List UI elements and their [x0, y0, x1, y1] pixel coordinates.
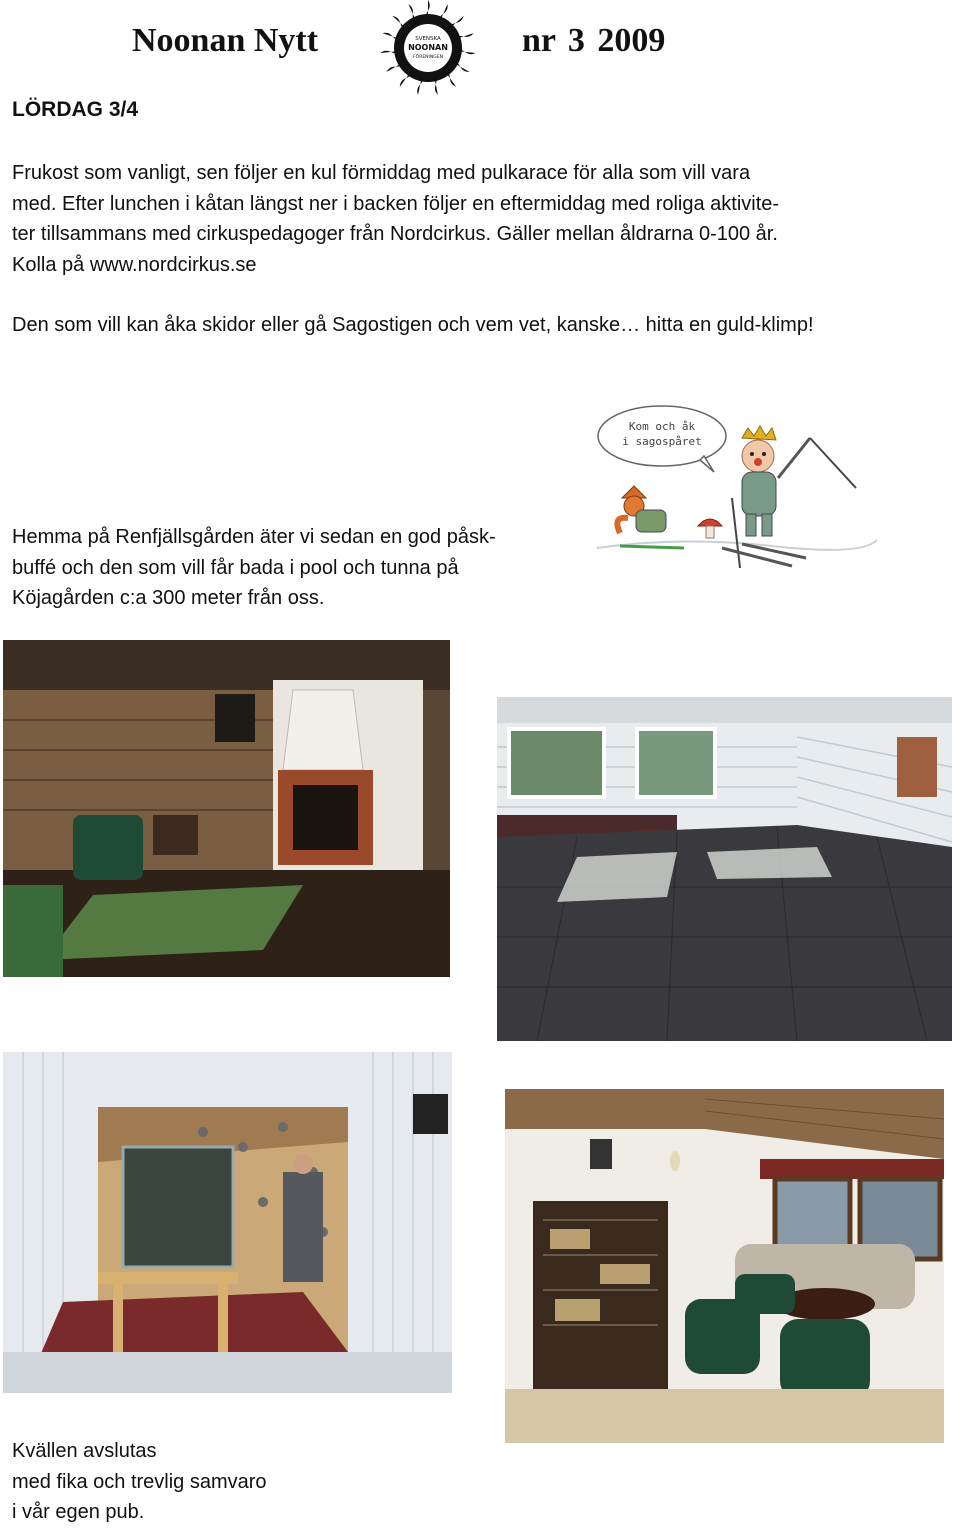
paragraph-line: ter tillsammans med cirkuspedagoger från Nordcirkus. Gäller mellan åldrarna 0-100 år.	[12, 223, 778, 245]
paragraph-line: med fika och trevlig samvaro	[12, 1470, 267, 1493]
newsletter-title: Noonan Nytt	[132, 22, 319, 59]
paragraph-skiing: Den som vill kan åka skidor eller gå Sagostigen och vem vet, kanske… hitta en guld-klimp!	[12, 314, 814, 336]
fox-figure	[617, 486, 684, 548]
photo-climbing-room	[3, 1052, 452, 1393]
paragraph-evening	[12, 1436, 412, 1528]
photo-fireplace-room	[3, 640, 450, 977]
paragraph-line: med. Efter lunchen i kåtan längst ner i backen följer en eftermiddag med roliga aktivite-	[12, 192, 780, 215]
logo-line-1: SVENSKA	[415, 36, 441, 42]
issue-number: nr 3 2009	[522, 22, 666, 59]
bubble-line-2: i sagospåret	[622, 435, 702, 448]
paragraph-line: Köjagården c:a 300 meter från oss.	[12, 587, 325, 609]
day-heading: LÖRDAG 3/4	[12, 98, 139, 121]
troll-figure	[722, 426, 856, 568]
association-logo	[378, 0, 478, 96]
photo-pub-room	[505, 1089, 944, 1443]
paragraph-line: Kvällen avslutas	[12, 1440, 157, 1462]
paragraph-line: Frukost som vanligt, sen följer en kul förmiddag med pulkarace för alla som vill vara	[12, 162, 751, 184]
paragraph-line: i vår egen pub.	[12, 1501, 145, 1523]
logo-line-3: FÖRENINGEN	[413, 55, 443, 60]
paragraph-dinner	[12, 522, 572, 614]
sun-logo-icon	[378, 0, 478, 96]
paragraph-line: buffé och den som vill får bada i pool och tunna på	[12, 556, 459, 579]
paragraph-morning	[12, 158, 896, 280]
logo-line-2: NOONAN	[408, 43, 448, 52]
photo-large-hall	[497, 697, 952, 1041]
paragraph-line: Kolla på www.nordcirkus.se	[12, 253, 257, 276]
bubble-line-1: Kom och åk	[628, 420, 696, 433]
cartoon-illustration	[592, 398, 882, 578]
mushroom-figure	[698, 519, 722, 538]
paragraph-line: Hemma på Renfjällsgården äter vi sedan en god påsk-	[12, 526, 496, 548]
